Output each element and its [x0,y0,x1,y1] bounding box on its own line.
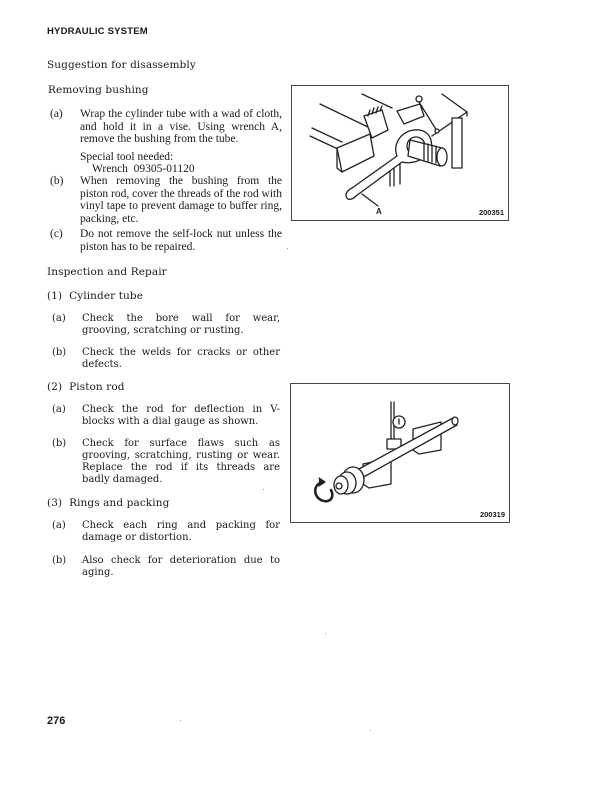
subsection-title: Rings and packing [69,497,170,509]
subsection-piston-rod [47,381,125,393]
dial-gauge-illustration [291,384,509,522]
running-header: HYDRAULIC SYSTEM [47,26,148,37]
disassembly-item-a [50,108,282,176]
subsection-number: (1) [47,290,63,302]
figure-piston-rod-dial-gauge [290,383,510,523]
item-label: (b) [52,555,67,566]
piston-item-a [52,404,280,428]
figure-number: 200351 [478,208,504,217]
figure-number: 200319 [479,510,505,519]
disassembly-item-b [50,175,282,225]
item-label: (a) [52,520,66,531]
item-label: (a) [52,404,66,415]
item-text: Also check for deterioration due to aging. [82,555,280,578]
item-text: When removing the bushing from the piston rod, cover the threads of the rod with vinyl tape to prevent damage to buffer ring, packing, etc. [80,175,282,225]
special-tool-label: Special tool needed: [80,150,174,163]
item-label: (a) [52,313,66,324]
wrench-vise-illustration [292,86,508,220]
scan-speck [287,248,288,249]
item-text: Do not remove the self-lock nut unless the piston has to be repaired. [80,228,282,253]
rings-item-b [52,555,280,579]
item-text: Check the bore wall for wear, grooving, scratching or rusting. [82,313,280,336]
scan-speck [263,489,264,490]
scan-speck [180,720,181,721]
item-label: (b) [50,175,64,187]
section-heading-inspection: Inspection and Repair [47,266,167,278]
item-text: Check for surface flaws such as grooving, scratching, rusting or wear. Replace the rod if its threads are badly damaged. [82,438,280,485]
item-text: Check the rod for deflection in V-blocks with a dial gauge as shown. [82,404,280,427]
section-heading-disassembly: Suggestion for disassembly [47,59,196,71]
item-text: Check the welds for cracks or other defects. [82,347,280,370]
subsection-rings-packing [47,497,169,509]
piston-item-b [52,438,280,486]
item-label: (c) [50,228,63,240]
disassembly-item-c [50,228,282,253]
cylinder-item-b [52,347,280,371]
special-tool-value: Wrench 09305-01120 [92,163,195,175]
subsection-number: (2) [47,381,63,393]
scan-speck [370,730,371,731]
item-text: Check each ring and packing for damage or distortion. [82,520,280,543]
subsection-cylinder-tube [47,290,143,302]
cylinder-item-a [52,313,280,337]
item-label: (b) [52,438,67,449]
subsection-title: Cylinder tube [69,290,144,302]
item-label: (b) [52,347,67,358]
subsection-number: (3) [47,497,63,509]
scan-speck [325,633,326,634]
callout-a: A [376,207,382,216]
subheading-removing-bushing: Removing bushing [48,84,149,96]
item-label: (a) [50,108,63,120]
subsection-title: Piston rod [69,381,125,393]
item-text: Wrap the cylinder tube with a wad of cloth, and hold it in a vise. Using wrench A, remove the bushing from the tube. [80,108,282,145]
figure-wrench-vise [291,85,509,221]
page-number: 276 [47,715,66,727]
rings-item-a [52,520,280,544]
